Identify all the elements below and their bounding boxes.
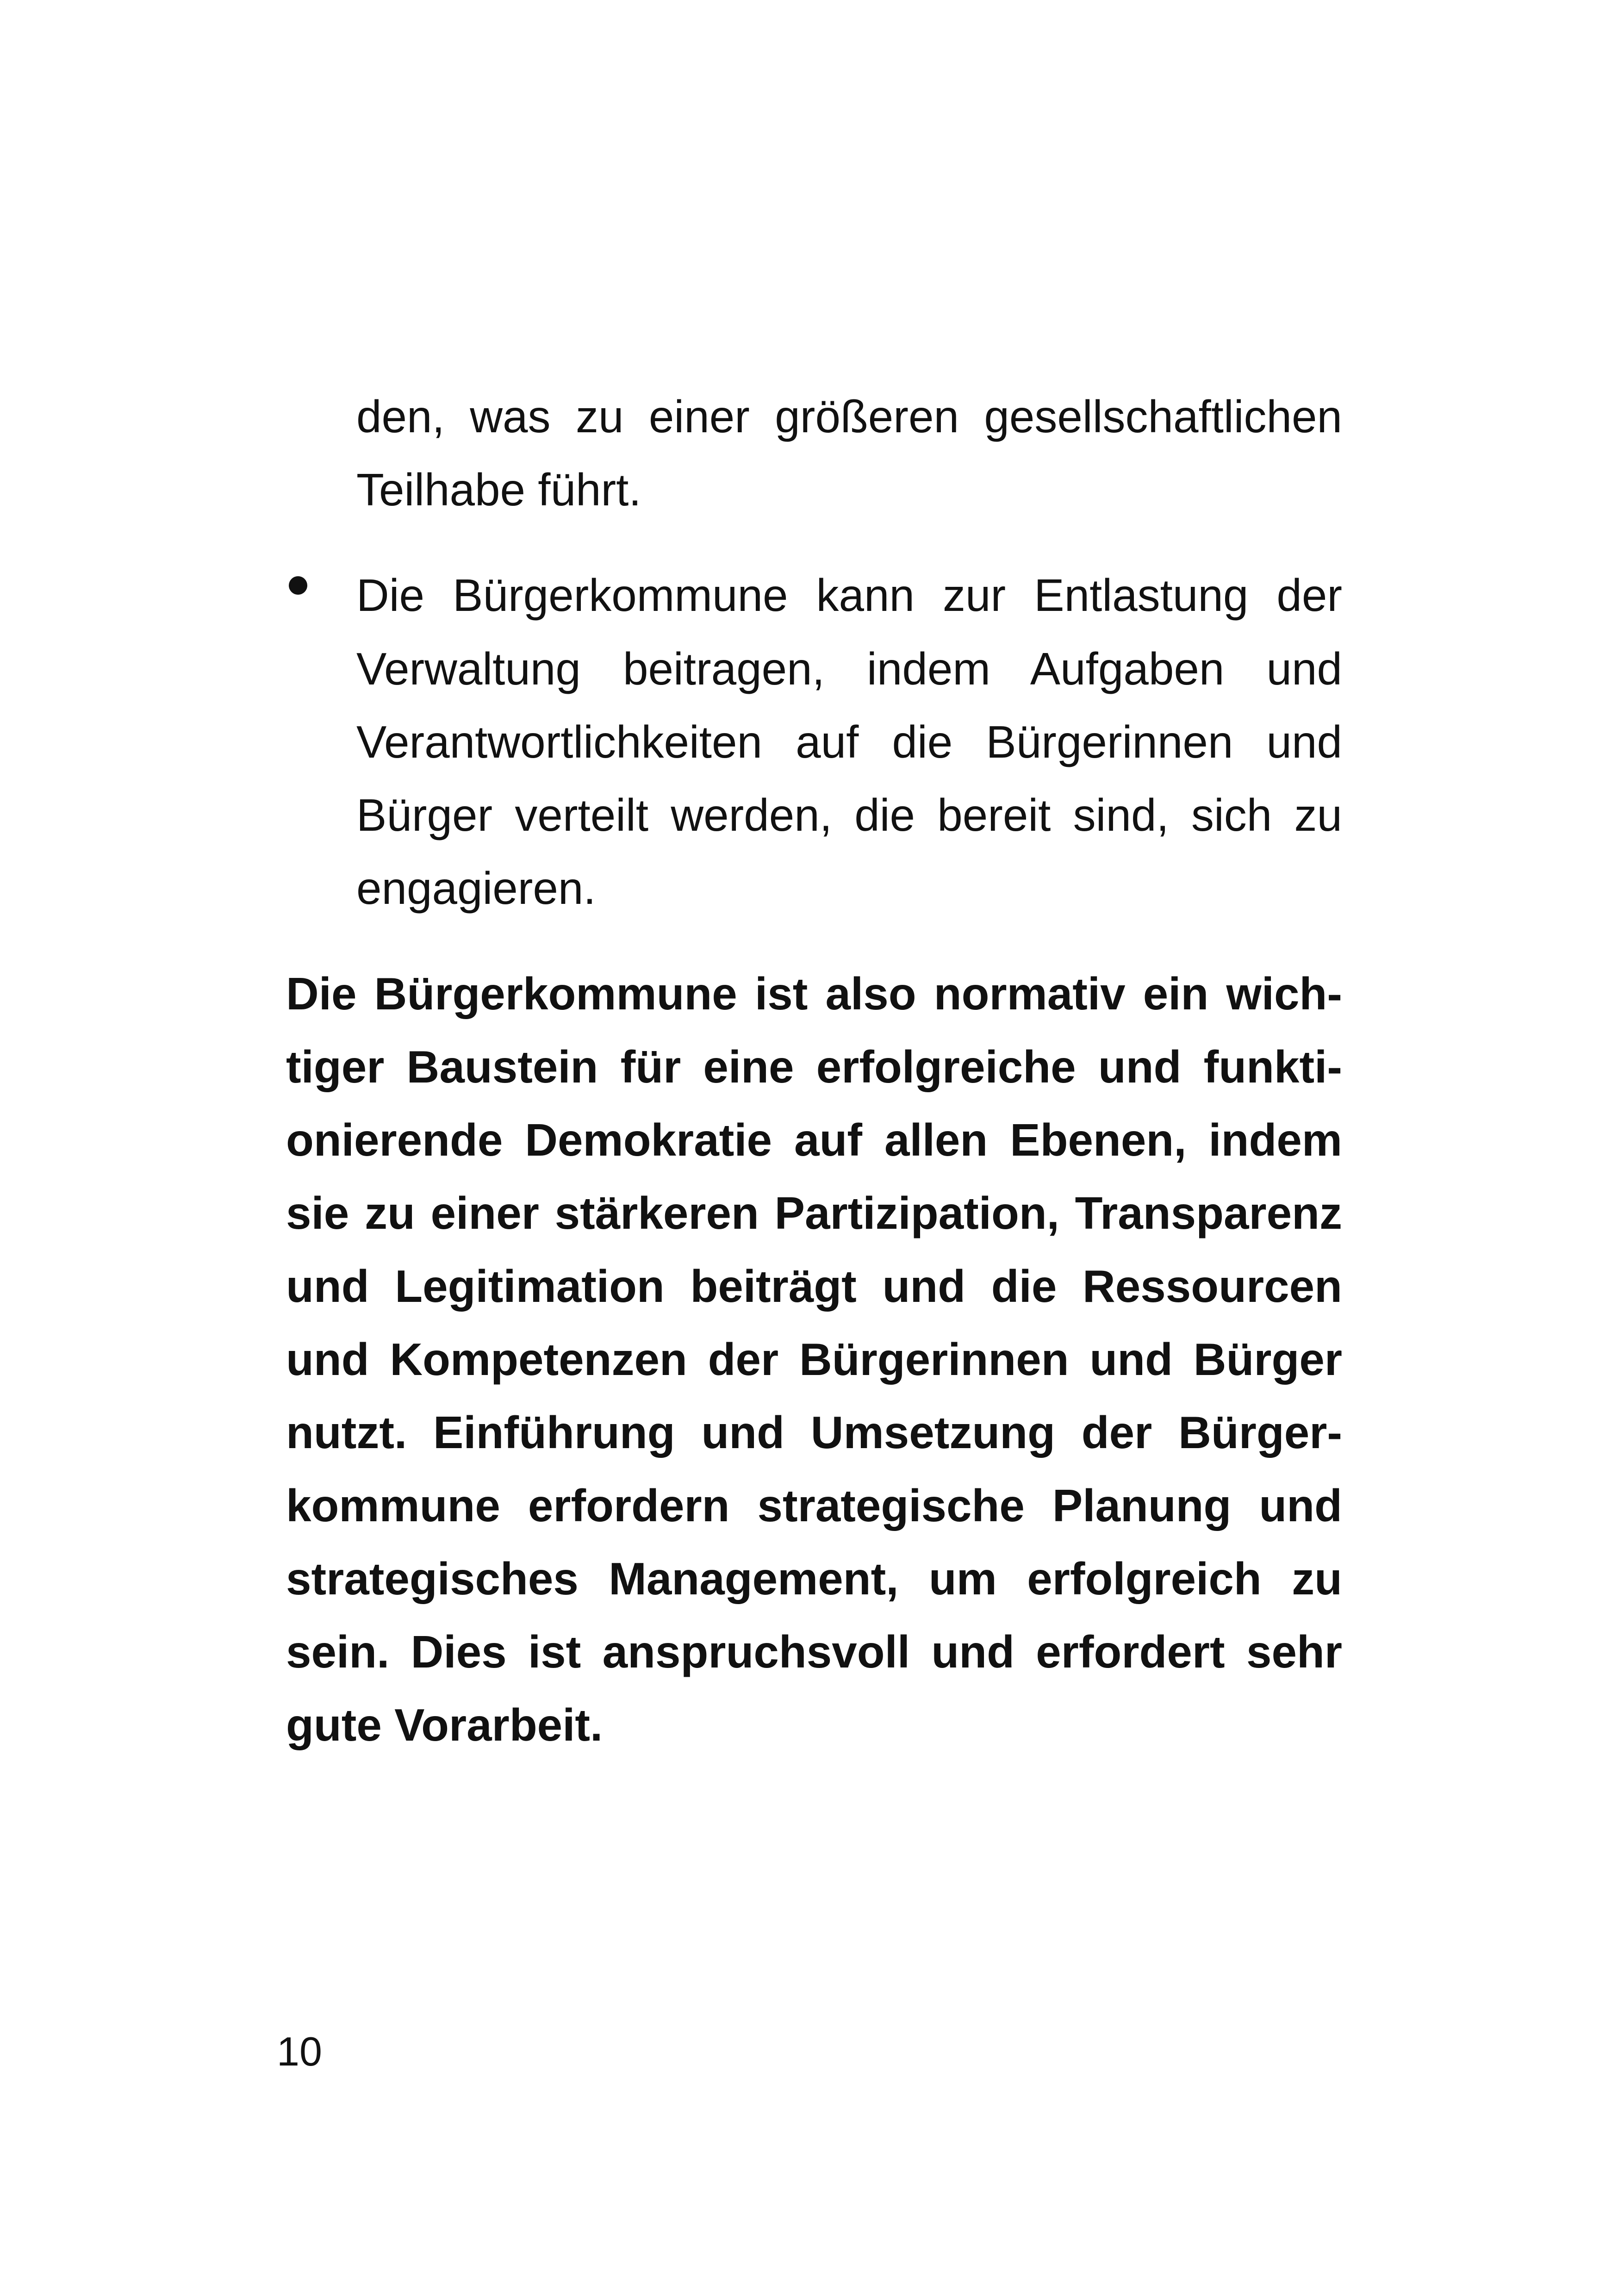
bullet-line-2: Verwaltung beitragen, indem Aufgaben und [356, 643, 1342, 694]
continuation-line-2: Teilhabe führt. [356, 464, 641, 515]
bold-line-2: tiger Baustein für eine erfolgreiche und funkti- [286, 1041, 1342, 1092]
bullet-line-4: Bürger verteilt werden, die bereit sind, sich zu [356, 790, 1342, 840]
bullet-icon [289, 576, 307, 595]
bold-line-11: gute Vorarbeit. [286, 1699, 603, 1750]
bold-line-3: onierende Demokratie auf allen Ebenen, indem [286, 1114, 1342, 1165]
bold-line-4: sie zu einer stärkeren Partizipation, Transparenz [286, 1188, 1342, 1238]
page-number: 10 [277, 2028, 322, 2074]
bold-line-6: und Kompetenzen der Bürgerinnen und Bürger [286, 1334, 1342, 1385]
bold-line-8: kommune erfordern strategische Planung und [286, 1480, 1342, 1531]
continuation-line-1: den, was zu einer größeren gesellschaftlichen [356, 391, 1342, 442]
bold-line-5: und Legitimation beiträgt und die Ressourcen [286, 1261, 1342, 1312]
bold-line-9: strategisches Management, um erfolgreich zu [286, 1553, 1342, 1604]
bold-line-10: sein. Dies ist anspruchsvoll und erfordert sehr [286, 1626, 1342, 1677]
bold-line-1: Die Bürgerkommune ist also normativ ein wich- [286, 968, 1342, 1019]
bullet-line-1: Die Bürgerkommune kann zur Entlastung der [356, 570, 1342, 621]
bullet-line-5: engagieren. [356, 863, 596, 914]
bullet-line-3: Verantwortlichkeiten auf die Bürgerinnen und [356, 716, 1342, 767]
bold-line-7: nutzt. Einführung und Umsetzung der Bürger- [286, 1407, 1342, 1458]
